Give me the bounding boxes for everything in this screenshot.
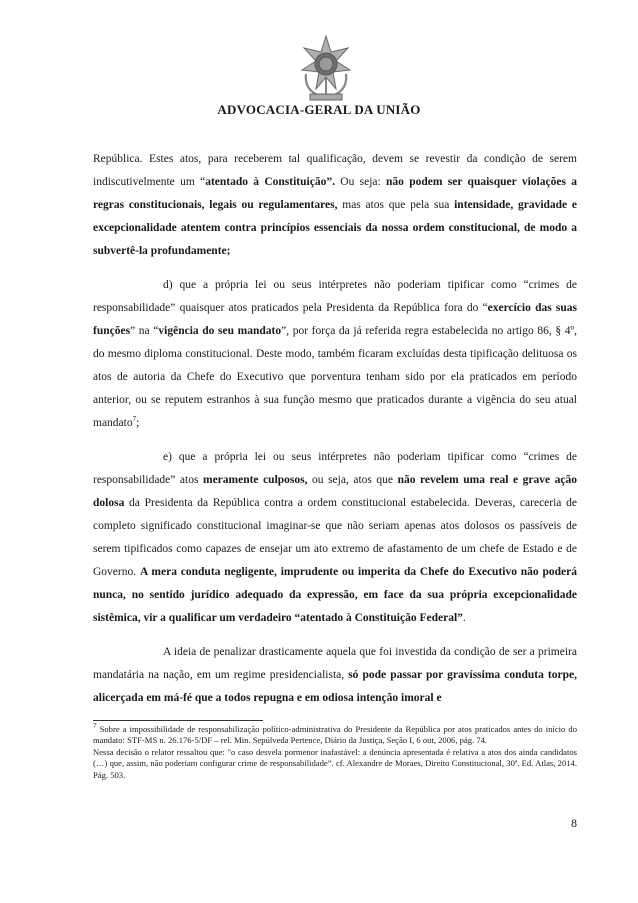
text-run: ou seja, atos que [307,474,398,486]
bold-run: só pode passar por gravíssima conduta torpe, alicerçada em má-fé que a todos repugna e em odiosa intenção imoral e [93,669,577,704]
text-run: d) que a própria lei ou seus intérpretes não poderiam tipificar como “crimes de responsabilidade” quaisquer atos praticados pela Presidenta da República fora do “ [93,279,577,314]
text-run: e) que a própria lei ou seus intérpretes não poderiam tipificar como “crimes de responsabilidade” atos [93,451,577,486]
paragraph-4 [93,641,577,710]
paragraph-d [93,274,577,435]
text-run: . [462,612,466,624]
text-run: República. Estes atos, para receberem tal qualificação, devem se revestir da condição de serem indiscutivelmente um “ [93,153,577,188]
bold-run: não revelem uma real e grave ação dolosa [93,474,577,509]
footnote-divider [93,720,263,721]
text-run: mas atos que pela sua [337,199,455,211]
text-run: A ideia de penalizar drasticamente aquela que foi investida da condição de ser a primeira mandatária na nação, em um regime presidencialista, [93,646,577,681]
bold-run: vigência do seu mandato [158,325,282,337]
text-run: ; [136,417,140,429]
paragraph-1 [93,148,577,263]
document-body [93,148,577,721]
footnote-ref[interactable]: 7 [132,415,137,424]
page-header: ADVOCACIA-GERAL DA UNIÃO [217,102,421,117]
footnote-number: 7 [93,722,97,731]
bold-run: intensidade, gravidade e excepcionalidade atentem contra princípios essenciais da nossa ordem constitucional, de modo a subvertê-la profundamente; [93,199,578,257]
bold-run: exercício das suas funções [93,302,578,337]
text-run: ”, por força da já referida regra estabelecida no artigo 86, § 4º, do mesmo diploma constitucional. Deste modo, também ficaram excluídas desta tipificação delituosa os atos de autoria da Chefe do Executivo que porventura tenham sido por ela praticados em período anterior, ou se reputem estranhos à sua função mesmo que praticados durante a vigência do seu atual mandato [93,325,577,429]
text-run: Ou seja: [334,176,387,188]
page-number: 8 [571,816,577,830]
paragraph-e [93,446,577,630]
footnotes [93,724,577,781]
footnote-7 [93,724,577,747]
bold-run: A mera conduta negligente, imprudente ou imperita da Chefe do Executivo não poderá nunca, no sentido jurídico adequado da expressão, em face da sua própria excepcionalidade sistêmica, vir a qualificar um verdadeiro “atentado à Constituição Federal” [93,566,577,624]
bold-run: meramente culposos, [202,474,308,486]
text-run: ” na “ [130,325,159,337]
footnote-7-continued: Nessa decisão o relator ressaltou que: "o caso desvela pormenor inafastável: a denúncia apresentada é relativa a atos dos ainda candidatos (…) que, assim, não poderiam configurar crime de responsabilidade”. cf. Alexandre de Moraes, Direito Constitucional, 30ª. Ed. Atlas, 2014. Pág. 503. [93,746,577,780]
bold-run: atentado à Constituição”. [205,176,335,188]
text-run: da Presidenta da República contra a ordem constitucional estabelecida. Deveras, careceria de completo significado constitucional imaginar-se que não seriam apenas atos dolosos os passíveis de serem tipificados como capazes de ensejar um ato extremo de afastamento de um chefe de Estado e de Governo. [93,497,577,578]
coat-of-arms-icon [298,34,354,104]
bold-run: não podem ser quaisquer violações a regras constitucionais, legais ou regulamentares, [93,176,577,211]
footnote-text: Sobre a impossibilidade de responsabilização político-administrativa do Presidente da República por atos praticados antes do início do mandato: STF-MS n. 26.176-5/DF – rel. Min. Sepúlveda Pertence, Diário da Justiça, Seção I, 6 out, 2006, pág. 74. [93,724,577,746]
